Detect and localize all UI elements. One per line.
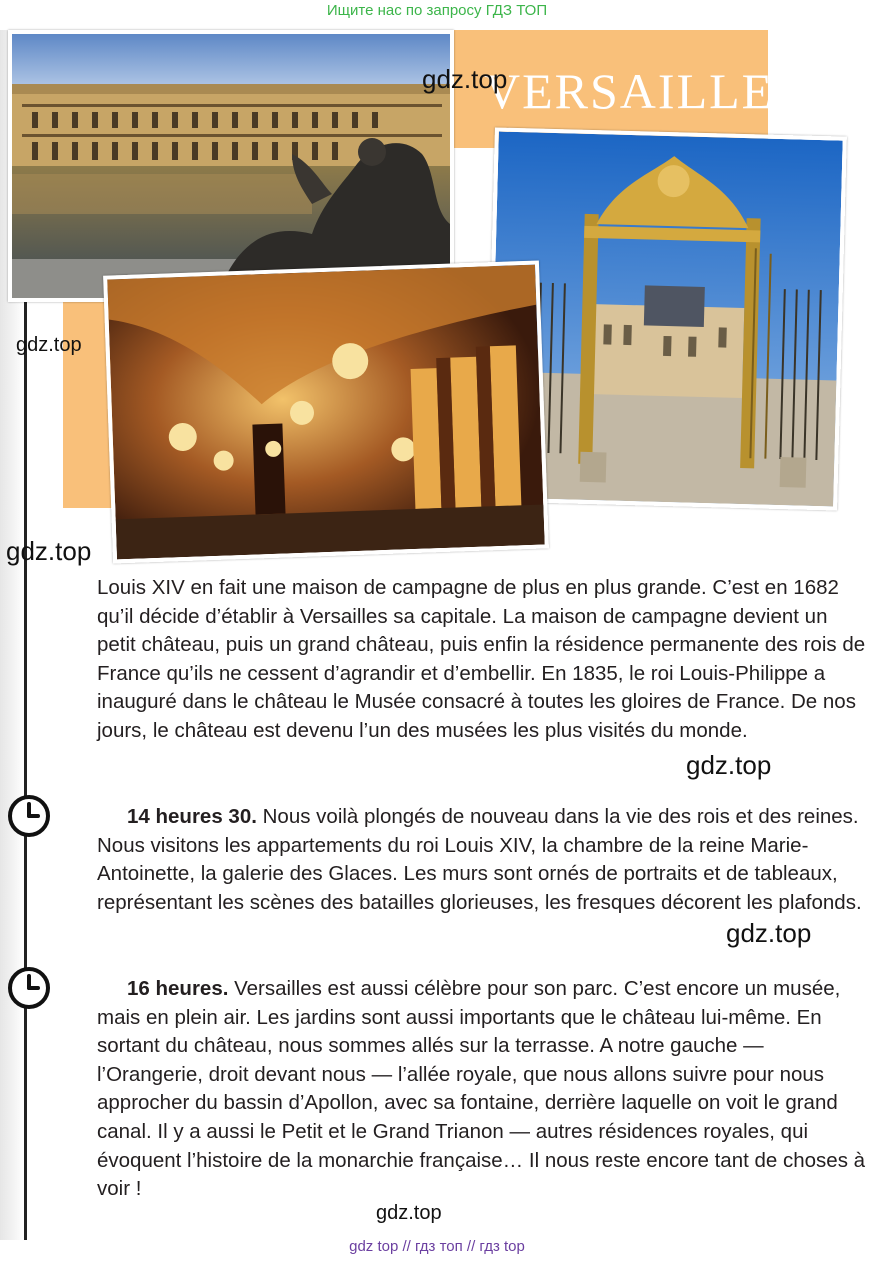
section-text: Versailles est aussi célèbre pour son parc. C’est encore un musée, mais en plein air. Les jardins sont aussi importants que le château lui-même. En sortant du château, nous sommes allés sur la terrasse. A notre gauche — l’Orangerie, droit devant nous — l’allée royale, que nous allons suivre pour nous approcher du bassin d’Apollon, avec sa fontaine, derrière laquelle on voit le grand canal. Il y a aussi le Petit et le Grand Trianon — autres résidences royales, qui évoquent l’histoire de la monarchie française… Il nous reste encore tant de choses à voir ! <box>97 977 866 1201</box>
section-text: Nous voilà plongés de nouveau dans la vie des rois et des reines. Nous visitons les appartements du roi Louis XIV, la chambre de la reine Marie-Antoinette, la galerie des Glaces. Les murs sont ornés de portraits et de tableaux, représentant les scènes des batailles glorieuses, les fresques décorent les plafonds. <box>97 805 862 914</box>
clock-icon <box>6 793 52 839</box>
paragraph-history: Louis XIV en fait une maison de campagne de plus en plus grande. C’est en 1682 qu’il décide d’établir à Versailles sa capitale. La maison de campagne devient un petit château, puis un grand château, puis enfin la résidence permanente des rois de France qu’ils ne cessent d’agrandir et d’embellir. En 1835, le roi Louis-Philippe a inauguré dans le château le Musée consacré à toutes les gloires de France. De nos jours, le château est devenu l’un des musées les plus visités du monde. <box>97 576 866 742</box>
watermark: gdz.top <box>422 64 508 94</box>
watermark: gdz.top <box>686 750 772 780</box>
watermark: gdz.top <box>726 918 812 948</box>
watermark: gdz.top <box>16 334 82 356</box>
page-title: VERSAILLES <box>484 63 804 119</box>
paragraph-1430 <box>97 803 867 917</box>
footer-links[interactable]: gdz top // гдз топ // гдз top <box>349 1238 525 1255</box>
time-label: 14 heures 30. <box>127 805 257 828</box>
time-label: 16 heures. <box>127 977 229 1000</box>
top-banner[interactable]: Ищите нас по запросу ГДЗ ТОП <box>326 2 548 19</box>
paragraph-16h <box>97 975 867 1204</box>
watermark: gdz.top <box>6 536 92 566</box>
clock-icon <box>6 965 52 1011</box>
hall-of-mirrors-photo <box>103 260 549 563</box>
watermark: gdz.top <box>376 1202 442 1224</box>
palace-photo <box>8 30 454 302</box>
